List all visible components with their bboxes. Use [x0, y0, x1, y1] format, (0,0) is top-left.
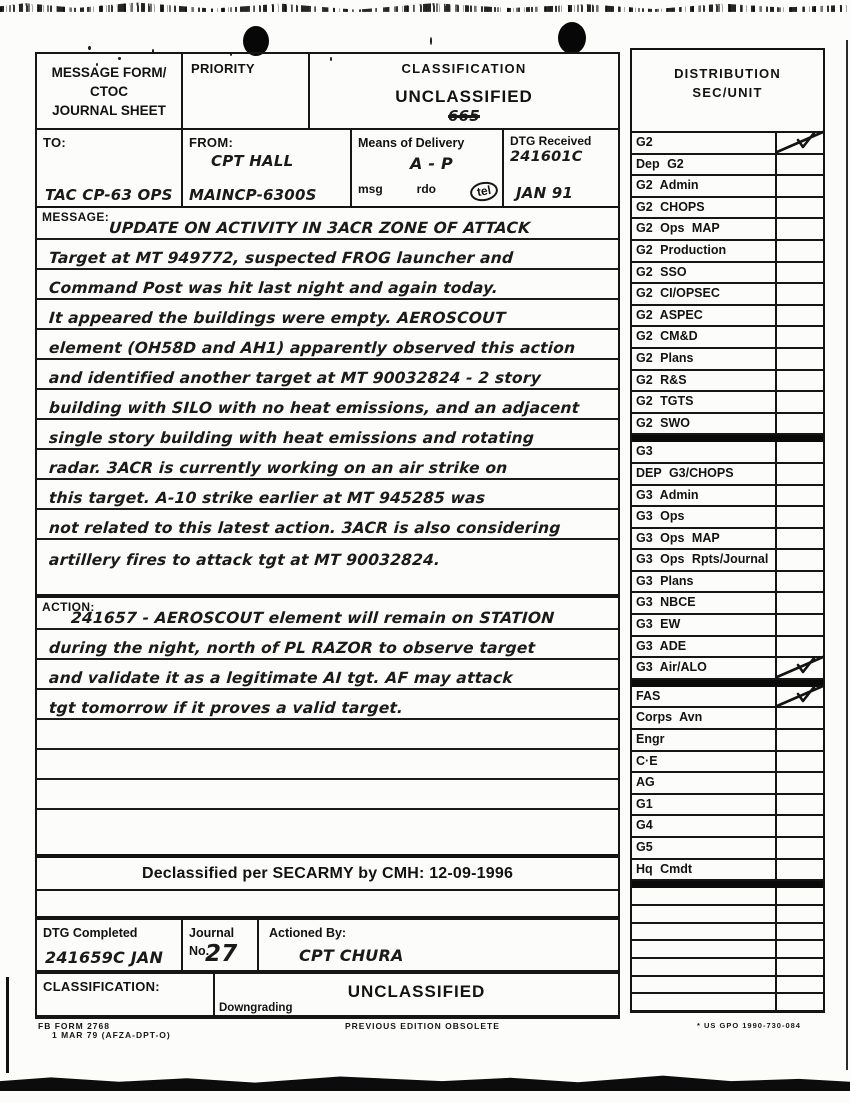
action-line: 241657 - AEROSCOUT element will remain on STATION — [37, 598, 618, 630]
dist-check-cell — [775, 486, 823, 506]
message-line: Target at MT 949772, suspected FROG launcher and — [37, 240, 618, 270]
from-unit: MAINCP-6300S — [189, 186, 317, 204]
message-line: this target. A-10 strike earlier at MT 945285 was — [37, 480, 618, 510]
dist-row-label — [632, 888, 775, 904]
dist-check-cell — [775, 133, 823, 153]
dist-row-label: Engr — [636, 732, 665, 747]
dist-check-cell — [775, 816, 823, 836]
downgrading-label: Downgrading — [219, 1002, 293, 1014]
dist-row-label: G4 — [636, 818, 653, 833]
page-edge-mark-left — [6, 977, 9, 1073]
dist-check-cell — [775, 176, 823, 196]
dist-check-cell — [775, 959, 823, 975]
dist-row-blank — [632, 977, 823, 995]
dist-row-label: Corps Avn — [636, 710, 703, 725]
dist-check-cell — [775, 414, 823, 434]
dist-row-label: G3 Ops Rpts/Journal — [636, 552, 769, 567]
dist-check-cell — [775, 752, 823, 772]
dist-check-cell — [775, 392, 823, 412]
action-line: and validate it as a legitimate AI tgt. AF may attack — [37, 660, 618, 690]
dist-row-label: G3 Ops — [636, 509, 685, 524]
dist-row-g2-tgts — [632, 392, 823, 414]
dist-check-cell — [775, 349, 823, 369]
dist-row-g2-production — [632, 241, 823, 263]
distribution-table — [630, 48, 825, 1013]
dist-row-label — [632, 941, 775, 957]
dist-row-g1 — [632, 795, 823, 817]
message-line: not related to this latest action. 3ACR is also considering — [37, 510, 618, 540]
dist-row-label: G2 R&S — [636, 372, 687, 387]
dist-row-blank — [632, 941, 823, 959]
dist-check-cell — [775, 687, 823, 707]
dist-row-label: G3 ADE — [636, 638, 687, 653]
dist-row-label: G2 SSO — [636, 264, 687, 279]
dist-row-label: G3 Air/ALO — [636, 660, 707, 675]
journal-no-value: 27 — [205, 941, 238, 967]
dist-check-cell — [775, 994, 823, 1010]
dist-row-engr — [632, 730, 823, 752]
dist-row-label — [632, 959, 775, 975]
dist-row-label — [632, 977, 775, 993]
classification-footer-label-cell — [35, 972, 215, 1019]
scan-speck — [430, 37, 432, 45]
dist-row-g3-ops-map — [632, 529, 823, 551]
dist-check-cell — [775, 924, 823, 940]
dist-row-g2-aspec — [632, 306, 823, 328]
scan-noise-strip — [0, 2, 850, 13]
distribution-header-line: SEC/UNIT — [692, 85, 763, 100]
dist-row-label: Dep G2 — [636, 156, 684, 171]
dist-row-g3-plans — [632, 572, 823, 594]
actioned-by-cell — [257, 918, 620, 972]
dist-row-label: G2 SWO — [636, 415, 691, 430]
dist-row-ag — [632, 773, 823, 795]
delivery-option-rdo: rdo — [416, 182, 436, 196]
dist-row-g2-ci-opsec — [632, 284, 823, 306]
gpo-note: * US GPO 1990-730-084 — [697, 1021, 801, 1030]
dist-row-label: G3 EW — [636, 617, 681, 632]
classification-label: CLASSIFICATION — [401, 61, 527, 76]
dist-check-cell — [775, 198, 823, 218]
dist-row-c-e — [632, 752, 823, 774]
crossed-out-text: 665 — [448, 107, 480, 125]
dist-check-cell — [775, 593, 823, 613]
priority-label: PRIORITY — [191, 61, 255, 76]
form-title-line: JOURNAL SHEET — [52, 103, 166, 118]
dtg-completed-cell — [35, 918, 183, 972]
dist-row-label: FAS — [636, 688, 661, 703]
dist-row-dep-g2 — [632, 155, 823, 177]
dist-row-label: G3 Ops MAP — [636, 530, 720, 545]
journal-no-label: Journal No. — [189, 926, 235, 958]
scan-speck — [88, 46, 91, 50]
message-lines — [37, 208, 618, 570]
dist-check-cell — [775, 263, 823, 283]
dist-row-g3 — [632, 442, 823, 464]
dist-row-label: G2 Ops MAP — [636, 221, 720, 236]
dist-row-label — [632, 994, 775, 1010]
dist-row-label: C·E — [636, 753, 658, 768]
dist-check-cell — [775, 507, 823, 527]
dist-row-blank — [632, 994, 823, 1012]
action-line: during the night, north of PL RAZOR to observe target — [37, 630, 618, 660]
dist-check-cell — [775, 371, 823, 391]
dist-check-cell — [775, 906, 823, 922]
dist-row-blank — [632, 906, 823, 924]
dist-row-label: G2 ASPEC — [636, 307, 703, 322]
hole-punch-right — [558, 22, 586, 54]
dist-check-cell — [775, 838, 823, 858]
dist-row-hq-cmdt — [632, 860, 823, 882]
dist-row-label: G2 Plans — [636, 350, 694, 365]
dist-row-blank — [632, 959, 823, 977]
dist-check-cell — [775, 529, 823, 549]
dist-row-g2-r-s — [632, 371, 823, 393]
delivery-option-tel-circled: tel — [469, 180, 500, 204]
dist-row-g3-ops-rpts-journal — [632, 550, 823, 572]
form-title-line: MESSAGE FORM/ — [51, 65, 167, 80]
dist-check-cell — [775, 219, 823, 239]
dist-row-label: G3 NBCE — [636, 595, 696, 610]
dist-row-g2-cm-d — [632, 327, 823, 349]
page-edge-mark-right — [846, 40, 848, 1070]
form-title-cell — [35, 52, 183, 130]
dist-row-label: Hq Cmdt — [636, 861, 693, 876]
actioned-by-value: CPT CHURA — [299, 946, 404, 965]
message-line: element (OH58D and AH1) apparently observed this action — [37, 330, 618, 360]
blank-ruled-line — [37, 750, 618, 780]
dist-row-g3-ew — [632, 615, 823, 637]
delivery-handwritten: A - P — [410, 154, 453, 173]
blank-ruled-line — [37, 810, 618, 840]
to-cell — [35, 128, 183, 208]
dtg-received-value: 241601C — [510, 149, 583, 165]
to-label: TO: — [43, 135, 67, 150]
dist-row-label: G2 CI/OPSEC — [636, 286, 720, 301]
dist-row-g3-nbce — [632, 593, 823, 615]
action-label: ACTION: — [42, 600, 95, 614]
message-line: Command Post was hit last night and again today. — [37, 270, 618, 300]
check-mark-icon — [776, 653, 826, 681]
message-line: radar. 3ACR is currently working on an air strike on — [37, 450, 618, 480]
dtg-completed-value: 241659C JAN — [45, 948, 164, 967]
dist-separator — [632, 881, 823, 888]
actioned-by-label: Actioned By: — [269, 926, 347, 940]
dist-row-g4 — [632, 816, 823, 838]
dist-row-label: G3 Admin — [636, 487, 699, 502]
dtg-completed-label: DTG Completed — [43, 926, 138, 940]
dist-row-g3-admin — [632, 486, 823, 508]
dist-row-label: G2 CHOPS — [636, 199, 705, 214]
dist-check-cell — [775, 464, 823, 484]
distribution-header-line: DISTRIBUTION — [674, 66, 781, 81]
from-cell — [181, 128, 352, 208]
classification-footer-value-cell — [213, 972, 620, 1019]
dist-check-cell — [775, 730, 823, 750]
dist-check-cell — [775, 658, 823, 678]
dist-row-label: G2 Production — [636, 242, 727, 257]
journal-no-cell — [181, 918, 259, 972]
dist-row-label: G5 — [636, 840, 653, 854]
dist-row-label: AG — [636, 775, 655, 790]
dtg-received-label: DTG Received — [510, 134, 592, 148]
dist-row-label: G2 Admin — [636, 178, 699, 193]
dist-row-g2 — [632, 133, 823, 155]
dist-check-cell — [775, 284, 823, 304]
dist-check-cell — [775, 155, 823, 175]
dist-row-label: DEP G3/CHOPS — [636, 465, 734, 480]
dist-row-blank — [632, 924, 823, 942]
dist-separator — [632, 435, 823, 442]
dist-check-cell — [775, 708, 823, 728]
check-mark-icon — [776, 682, 826, 710]
dist-row-g2-swo — [632, 414, 823, 436]
dist-row-label — [632, 924, 775, 940]
dist-check-cell — [775, 306, 823, 326]
dist-check-cell — [775, 941, 823, 957]
dist-row-g3-ops — [632, 507, 823, 529]
message-line: single story building with heat emissions and rotating — [37, 420, 618, 450]
dist-row-label: G2 CM&D — [636, 329, 698, 344]
dist-row-corps-avn — [632, 708, 823, 730]
scan-band-bottom — [0, 1069, 850, 1091]
dtg-received-date: JAN 91 — [516, 184, 574, 202]
dist-row-g2-chops — [632, 198, 823, 220]
dist-row-label — [632, 906, 775, 922]
dist-check-cell — [775, 572, 823, 592]
message-line: and identified another target at MT 90032824 - 2 story — [37, 360, 618, 390]
dist-row-g2-plans — [632, 349, 823, 371]
declassified-block — [35, 856, 620, 918]
delivery-option-msg: msg — [358, 182, 383, 196]
dist-row-blank — [632, 888, 823, 906]
dist-row-g2-admin — [632, 176, 823, 198]
action-lines — [37, 598, 618, 840]
dist-check-cell — [775, 442, 823, 462]
classification-cell — [308, 52, 620, 130]
dist-row-label: G2 — [636, 135, 653, 149]
form-title-line: CTOC — [89, 84, 128, 99]
dist-row-label: G3 Plans — [636, 573, 694, 588]
dist-check-cell — [775, 615, 823, 635]
dist-check-cell — [775, 860, 823, 880]
delivery-label: Means of Delivery — [358, 136, 465, 150]
dist-check-cell — [775, 550, 823, 570]
action-line: tgt tomorrow if it proves a valid target. — [37, 690, 618, 720]
message-line: UPDATE ON ACTIVITY IN 3ACR ZONE OF ATTACK — [37, 208, 618, 240]
check-mark-icon — [776, 128, 826, 156]
blank-ruled-line — [37, 720, 618, 750]
distribution-rows — [632, 133, 823, 1012]
action-section — [35, 596, 620, 856]
to-value: TAC CP-63 OPS — [45, 186, 173, 204]
dist-check-cell — [775, 977, 823, 993]
dist-row-g3-air-alo — [632, 658, 823, 680]
message-label: MESSAGE: — [42, 210, 110, 224]
dist-row-label: G2 TGTS — [636, 394, 694, 409]
dist-row-g5 — [632, 838, 823, 860]
dist-row-g2-sso — [632, 263, 823, 285]
previous-edition-note: PREVIOUS EDITION OBSOLETE — [345, 1021, 500, 1031]
message-line: building with SILO with no heat emissions, and an adjacent — [37, 390, 618, 420]
form-date: 1 MAR 79 (AFZA-DPT-O) — [52, 1030, 171, 1040]
classification-footer-label: CLASSIFICATION: — [43, 979, 160, 994]
dist-check-cell — [775, 795, 823, 815]
dist-row-dep-g3-chops — [632, 464, 823, 486]
distribution-header — [632, 50, 823, 133]
from-name: CPT HALL — [211, 152, 294, 170]
dtg-received-cell — [502, 128, 620, 208]
dist-check-cell — [775, 773, 823, 793]
dist-row-g2-ops-map — [632, 219, 823, 241]
from-label: FROM: — [189, 135, 234, 150]
dist-check-cell — [775, 888, 823, 904]
message-line: artillery fires to attack tgt at MT 90032824. — [48, 550, 441, 569]
blank-ruled-line — [37, 780, 618, 810]
priority-cell — [181, 52, 310, 130]
dist-row-label: G3 — [636, 444, 653, 459]
message-line: It appeared the buildings were empty. AEROSCOUT — [37, 300, 618, 330]
declassified-note: Declassified per SECARMY by CMH: 12-09-1996 — [141, 864, 514, 882]
message-section — [35, 206, 620, 596]
dist-row-fas — [632, 687, 823, 709]
classification-footer-value: UNCLASSIFIED — [347, 982, 486, 1001]
dist-row-label: G1 — [636, 796, 653, 811]
dist-check-cell — [775, 327, 823, 347]
form-number: FB FORM 2768 — [38, 1021, 110, 1031]
classification-value: UNCLASSIFIED — [395, 87, 533, 106]
means-of-delivery-cell — [350, 128, 504, 208]
dist-check-cell — [775, 241, 823, 261]
